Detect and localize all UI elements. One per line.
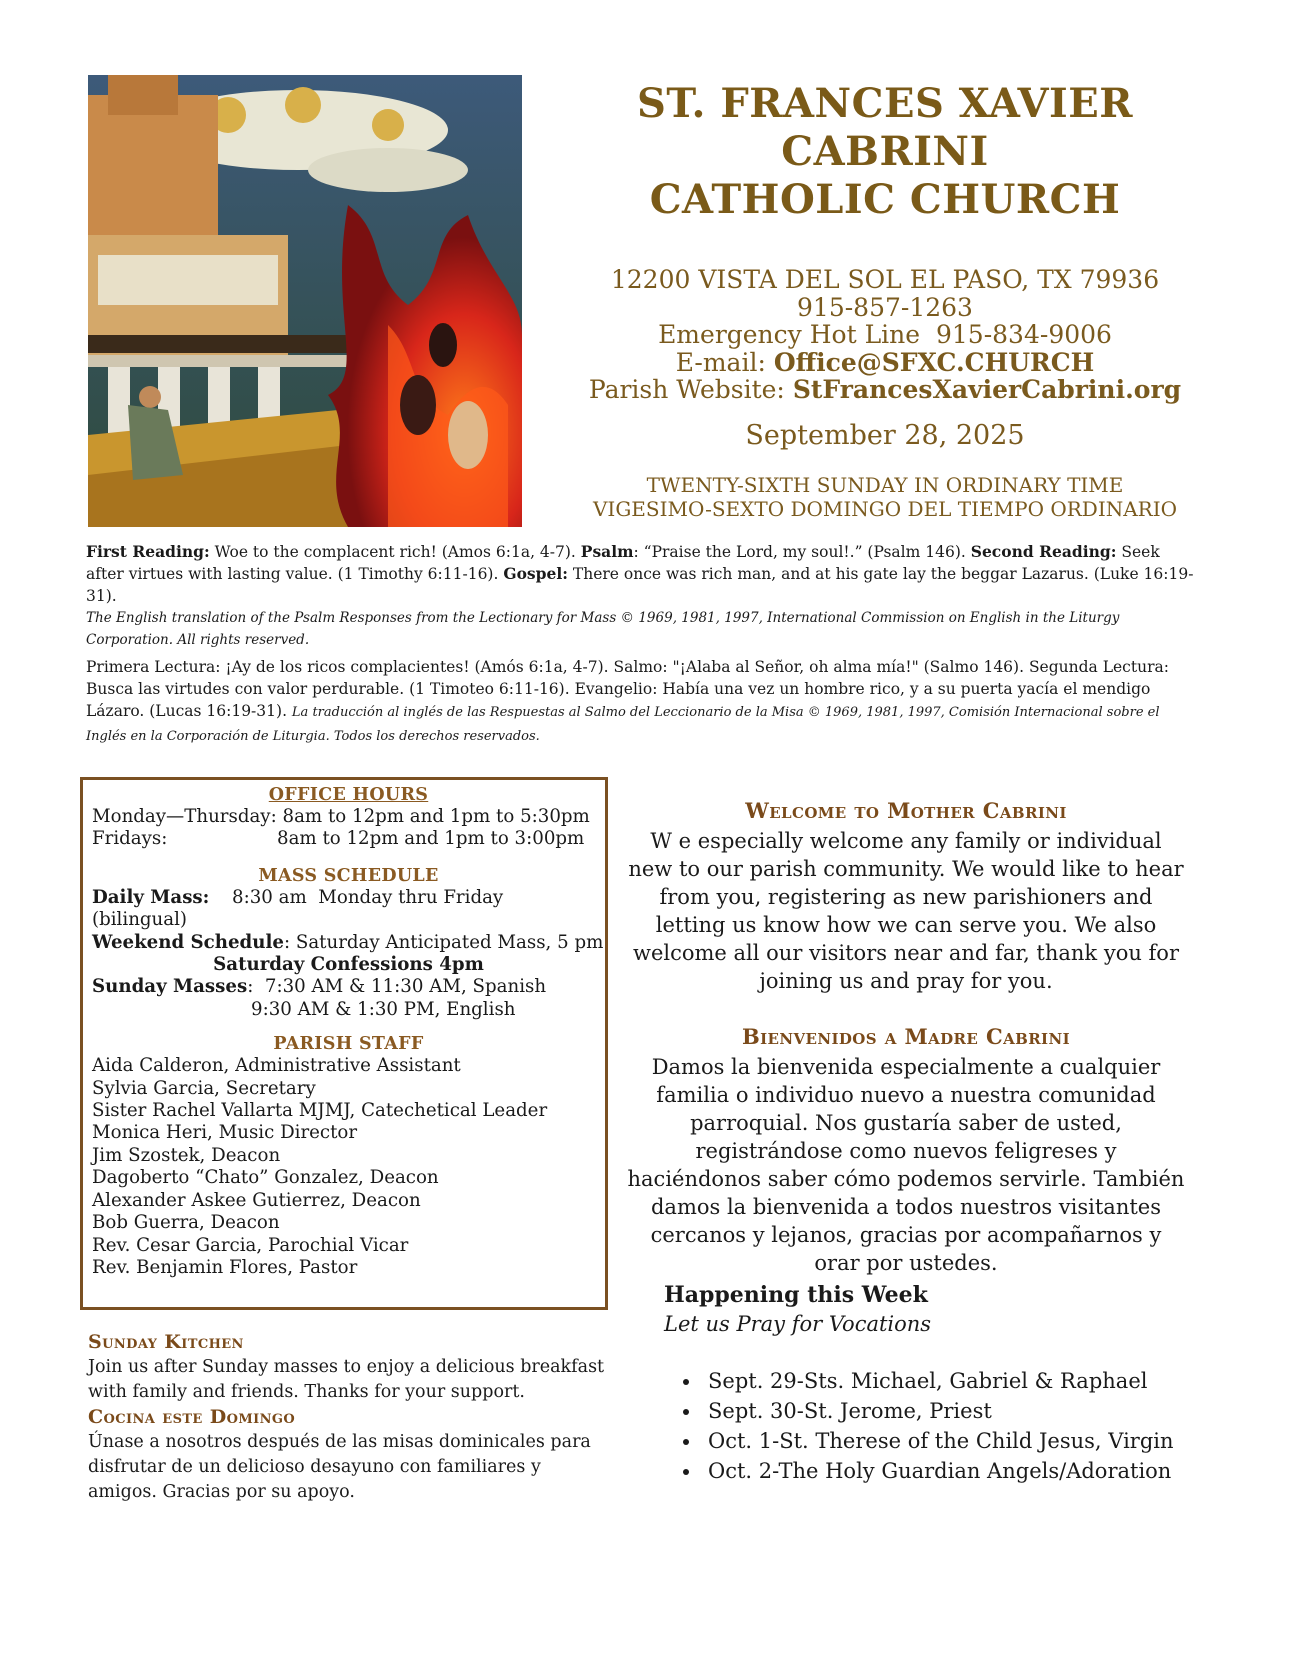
liturgical-sunday (540, 473, 1230, 521)
list-item: • Sept. 30-St. Jerome, Priest (702, 1396, 1224, 1426)
staff-member: Aida Calderon, Administrative Assistant (92, 1055, 461, 1077)
email-label: E-mail: (675, 347, 766, 377)
weekend-label: Weekend Schedule (92, 931, 284, 953)
gospel-label: Gospel: (503, 564, 568, 583)
second-reading-text: Seek after virtues with lasting value. (1 Timothy 6:11-16). (86, 543, 1160, 583)
happening-this-week-section (664, 1280, 1224, 1486)
parish-staff-heading: PARISH STAFF (273, 1034, 424, 1055)
list-item: • Oct. 2-The Holy Guardian Angels/Adoration (702, 1456, 1224, 1486)
daily-mass-note: (bilingual) (92, 909, 188, 931)
welcome-text-spanish: Damos la bienvenida especialmente a cualquier familia o individuo nuevo a nuestra comunidad parroquial. Nos gustaría saber de usted, registrándose como nuevos feligreses y haciéndonos saber cómo podemos servirle. También damos la bienvenida a todos nuestros visitantes cercanos y lejanos, gracias por acompañarnos y orar por ustedes. (627, 1055, 1185, 1275)
rich-man-and-lazarus-icon-painting (88, 75, 522, 527)
email-link[interactable]: Office@SFXC.CHURCH (773, 347, 1095, 377)
sunday-kitchen-section (88, 1330, 608, 1505)
phone: 915-857-1263 (797, 292, 973, 322)
confessions: Saturday Confessions 4pm (213, 954, 484, 976)
sunday-kitchen-heading: Sunday Kitchen (88, 1331, 244, 1353)
sunday-masses-text: : 7:30 AM & 11:30 AM, Spanish (247, 976, 547, 998)
office-hours-heading: OFFICE HOURS (268, 785, 429, 805)
happening-subtitle: Let us Pray for Vocations (664, 1312, 932, 1336)
website-line (540, 376, 1230, 404)
sunday-english: TWENTY-SIXTH SUNDAY IN ORDINARY TIME (646, 472, 1124, 497)
office-hours-row (92, 806, 605, 828)
welcome-heading-english: Welcome to Mother Cabrini (745, 798, 1067, 823)
daily-mass-text: 8:30 am Monday thru Friday (232, 886, 504, 908)
staff-member: Rev. Cesar Garcia, Parochial Vicar (92, 1234, 409, 1256)
happening-title: Happening this Week (664, 1282, 928, 1308)
header-title-block (540, 80, 1230, 521)
staff-member: Dagoberto “Chato” Gonzalez, Deacon (92, 1167, 439, 1189)
church-name-line-2: CATHOLIC CHURCH (649, 176, 1121, 223)
daily-mass-label: Daily Mass: (92, 886, 210, 908)
weekend-row (92, 932, 605, 954)
readings-spanish (86, 656, 1200, 748)
psalm-label: Psalm (580, 542, 634, 561)
welcome-text-english: W e especially welcome any family or individual new to our parish community. We would like to hear from you, registering as new parishioners and letting us know how we can serve you. We also welcome all our visitors near and far, thank you for joining us and pray for you. (628, 829, 1184, 993)
sunday-kitchen-text: Join us after Sunday masses to enjoy a delicious breakfast with family and friends. Thanks for your support. (88, 1357, 605, 1402)
cocina-heading: Cocina este Domingo (88, 1406, 296, 1428)
staff-member: Alexander Askee Gutierrez, Deacon (92, 1189, 421, 1211)
staff-member: Bob Guerra, Deacon (92, 1212, 280, 1234)
weekend-text: : Saturday Anticipated Mass, 5 pm (283, 931, 604, 953)
mass-schedule-heading: MASS SCHEDULE (258, 865, 439, 886)
list-item: • Oct. 1-St. Therese of the Child Jesus, Virgin (702, 1426, 1224, 1456)
staff-member: Sister Rachel Vallarta MJMJ, Catechetical Leader (92, 1100, 548, 1122)
readings-english-copyright: The English translation of the Psalm Responses from the Lectionary for Mass © 1969, 1981, 1997, International Commission on English in the Liturgy Corporation. All rights reserved. (86, 610, 1120, 648)
readings-spanish-copyright: La traducción al inglés de las Respuestas al Salmo del Leccionario de la Misa © 1969, 1981, 1997, Comisión Internacional sobre el Inglés en la Corporación de Liturgia. Todos los derechos reservados. (86, 705, 1160, 744)
office-hours-row (92, 828, 605, 850)
first-reading-text: Woe to the complacent rich! (Amos 6:1a, 4-7). (209, 543, 581, 561)
cocina-text: Únase a nosotros después de las misas dominicales para disfrutar de un delicioso desayuno con familiares y amigos. Gracias por su apoyo. (88, 1432, 591, 1502)
contact-info (540, 266, 1230, 404)
website-label: Parish Website: (588, 375, 785, 404)
office-days: Monday—Thursday: (92, 806, 277, 827)
readings-english (86, 541, 1200, 651)
second-reading-label: Second Reading: (970, 542, 1117, 561)
bulletin-date: September 28, 2025 (745, 419, 1025, 451)
address: 12200 VISTA DEL SOL EL PASO, TX 79936 (610, 265, 1160, 294)
office-times: 8am to 12pm and 1pm to 5:30pm (282, 806, 590, 827)
welcome-section (626, 797, 1186, 1277)
office-days: Fridays: (92, 828, 168, 850)
parish-info-box (80, 777, 608, 1310)
sunday-masses-row (92, 976, 605, 998)
gospel-text: There once was rich man, and at his gate lay the beggar Lazarus. (Luke 16:19-31). (86, 565, 1194, 605)
emergency-label: Emergency Hot Line (658, 320, 921, 349)
daily-mass-row (92, 887, 605, 909)
staff-member: Jim Szostek, Deacon (92, 1144, 281, 1166)
happening-list (664, 1366, 1224, 1486)
staff-member: Sylvia Garcia, Secretary (92, 1077, 316, 1099)
sunday-masses-row-2: 9:30 AM & 1:30 PM, English (251, 998, 516, 1020)
readings-spanish-text: Primera Lectura: ¡Ay de los ricos complacientes! (Amós 6:1a, 4-7). Salmo: "¡Alaba al Señor, oh alma mía!" (Salmo 146). Segunda Lectura: Busca las virtudes con valor perdurable. (1 Timoteo 6:11-16). Evangelio: Había una vez un hombre rico, y a su puerta yacía el mendigo Lázaro. (Lucas 16:19-31). (86, 658, 1169, 720)
list-item: • Sept. 29-Sts. Michael, Gabriel & Raphael (702, 1366, 1224, 1396)
emergency-line (540, 321, 1230, 349)
church-name-line-1: ST. FRANCES XAVIER CABRINI (637, 80, 1133, 175)
staff-member: Rev. Benjamin Flores, Pastor (92, 1256, 358, 1278)
email-line (540, 349, 1230, 377)
welcome-heading-spanish: Bienvenidos a Madre Cabrini (741, 1024, 1071, 1049)
psalm-text: : “Praise the Lord, my soul!.” (Psalm 146). (633, 543, 971, 561)
office-times: 8am to 12pm and 1pm to 3:00pm (277, 828, 585, 850)
sunday-masses-label: Sunday Masses (92, 976, 248, 998)
sunday-spanish: VIGESIMO-SEXTO DOMINGO DEL TIEMPO ORDINARIO (592, 496, 1178, 521)
staff-member: Monica Heri, Music Director (92, 1122, 358, 1144)
emergency-phone: 915-834-9006 (935, 320, 1112, 349)
first-reading-label: First Reading: (86, 542, 210, 561)
website-link[interactable]: StFrancesXavierCabrini.org (792, 375, 1182, 404)
